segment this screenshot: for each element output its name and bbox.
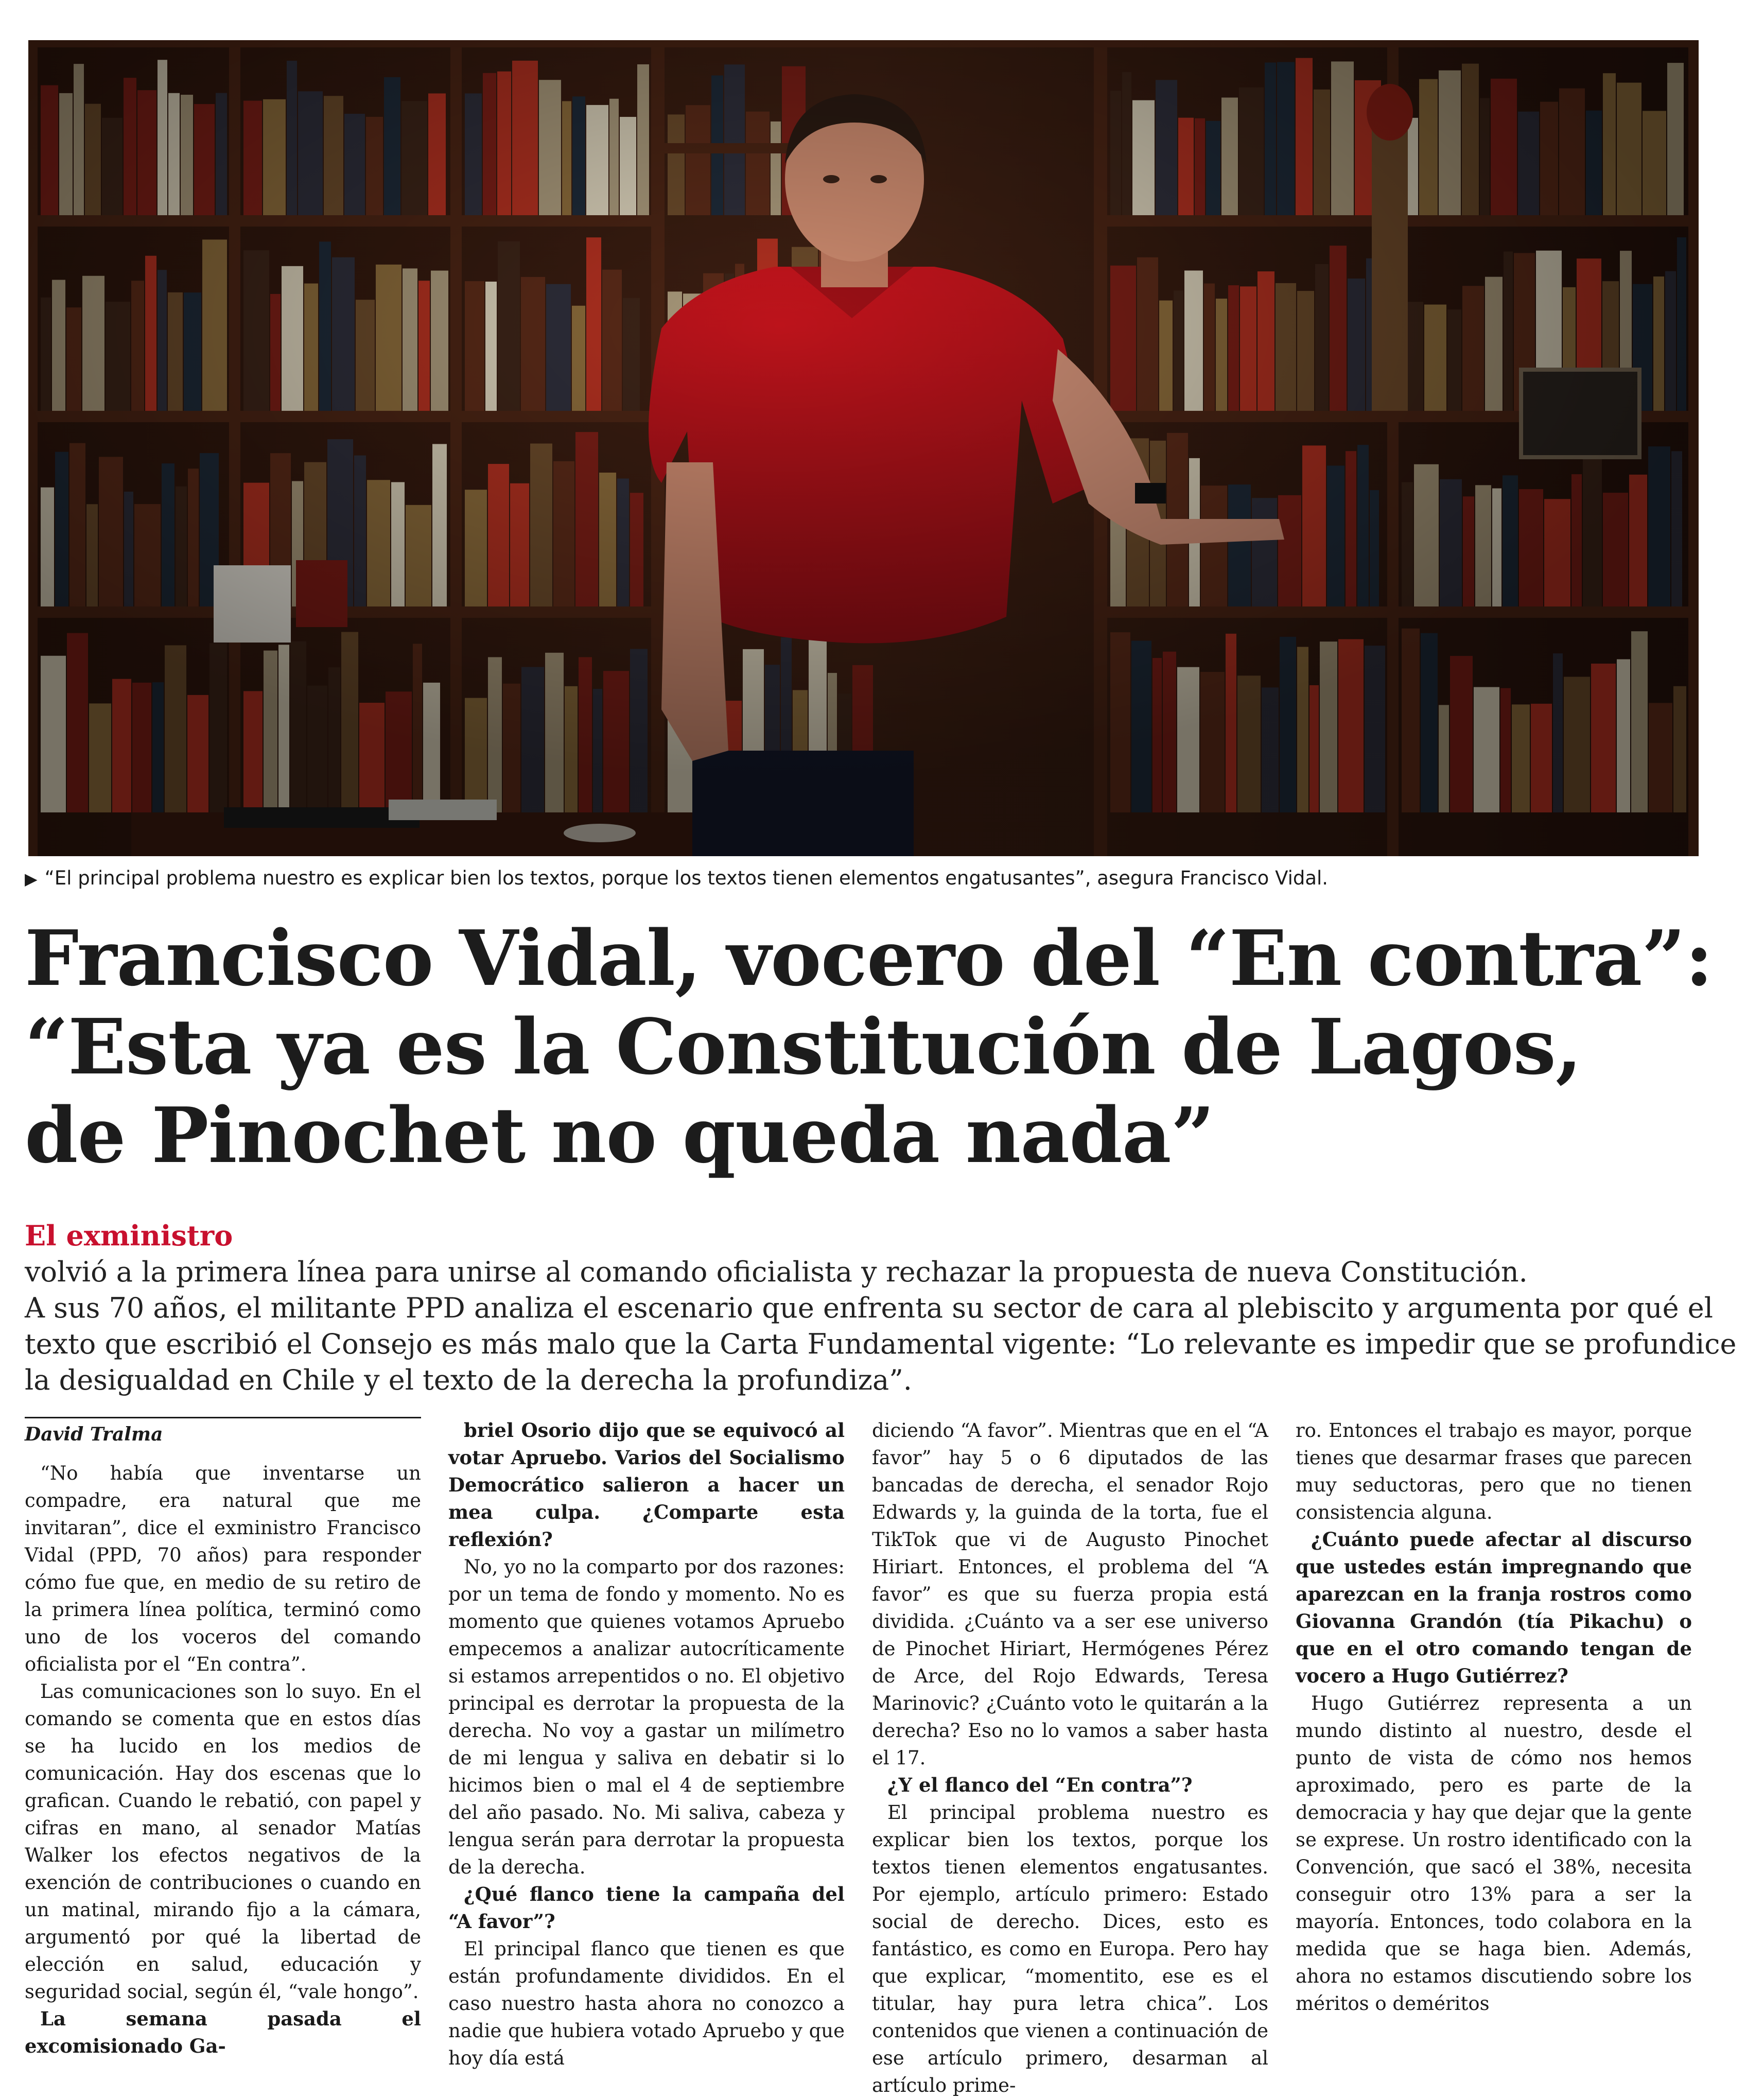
column-2 [448,1417,845,2069]
paragraph: No, yo no la comparto por dos razones: por un tema de fondo y momento. No es momento que quienes votamos Apruebo empecemos a analizar autocríticamente si estamos arrepentidos o no. El objetivo principal es derrotar la propuesta de la derecha. No voy a gastar un milímetro de mi lengua y saliva en debatir si lo hicimos bien o mal el 4 de septiembre del año pasado. No. Mi saliva, cabeza y lengua serán para derrotar la propuesta de la derecha. [448,1556,845,1878]
byline: David Tralma [25,1417,421,1447]
column-4 [1296,1417,1692,2050]
photo-caption [25,866,1723,891]
question-paragraph: ¿Cuánto puede afectar al discurso que ustedes están impregnando que aparezcan en la franja rostros como Giovanna Grandón (tía Pikachu) o que en el otro comando tengan de vocero a Hugo Gutiérrez? [1296,1528,1692,1687]
headline-line-1: Francisco Vidal, vocero del “En contra”: [25,913,1713,1003]
question-paragraph: La semana pasada el excomisionado Ga- [25,2007,421,2057]
paragraph: diciendo “A favor”. Mientras que en el “A favor” hay 5 o 6 diputados de las bancadas de derecha, el senador Rojo Edwards y, la guinda de la torta, fue el TikTok que vi de Augusto Pinochet Hiriart. Entonces, el problema del “A favor” es que su fuerza propia está dividida. ¿Cuánto va a ser ese universo de Pinochet Hiriart, Hermógenes Pérez de Arce, del Rojo Edwards, Teresa Marinovic? ¿Cuánto voto le quitarán a la derecha? Eso no lo vamos a saber hasta el 17. [872,1419,1268,1769]
lead-line-4: la desigualdad en Chile y el texto de la derecha la profundiza”. [25,1364,912,1396]
headline-line-3: de Pinochet no queda nada” [25,1090,1214,1180]
paragraph: El principal problema nuestro es explicar bien los textos, porque los textos tienen elementos engatusantes. Por ejemplo, artículo primero: Estado social de derecho. Dices, esto es fantástico, es como en Europa. Pero hay que explicar, “momentito, ese es el titular, hay pura letra chica”. Los contenidos que vienen a continuación de ese artículo primero, desarman al artículo prime- [872,1801,1268,2096]
lead-kicker: El exministro [25,1219,233,1252]
lead-line-3: texto que escribió el Consejo es más malo que la Carta Fundamental vigente: “Lo relevante es impedir que se profundice [25,1328,1737,1360]
article-body [25,1417,1704,2096]
lead-paragraph [25,1218,1737,1398]
article-photo [28,40,1699,856]
paragraph: Las comunicaciones son lo suyo. En el comando se comenta que en estos días se ha lucido en los medios de comunicación. Hay dos escenas que lo grafican. Cuando le rebatió, con papel y cifras en mano, al senador Matías Walker los efectos negativos de la exención de contribuciones o cuando en un matinal, mirando fijo a la cámara, argumentó por qué la libertad de elección en salud, educación y seguridad social, según él, “vale hongo”. [25,1680,421,2003]
question-paragraph: ¿Qué flanco tiene la campaña del “A favor”? [448,1883,845,1933]
paragraph: Hugo Gutiérrez representa a un mundo distinto al nuestro, desde el punto de vista de cómo nos hemos aproximado, pero es parte de la democracia y hay que dejar que la gente se exprese. Un rostro identificado con la Convención, que sacó el 38%, necesita conseguir otro 13% para a ser la mayoría. Entonces, todo colabora en la medida que se haga bien. Además, ahora no estamos discutiendo sobre los méritos o deméritos [1296,1692,1692,2015]
caption-marker-icon: ▶ [25,869,38,889]
lead-line-1 [25,1218,1723,1290]
lead-line-2: A sus 70 años, el militante PPD analiza el escenario que enfrenta su sector de cara al plebiscito y argumenta por qué el [25,1292,1713,1324]
portrait-photo-icon [28,40,1699,856]
caption-text: “El principal problema nuestro es explicar bien los textos, porque los textos tienen elementos engatusantes”, asegura Francisco Vidal. [44,867,1329,889]
headline-line-2: “Esta ya es la Constitución de Lagos, [25,1002,1582,1091]
question-paragraph: briel Osorio dijo que se equivocó al votar Apruebo. Varios del Socialismo Democrático salieron a hacer un mea culpa. ¿Comparte esta reflexión? [448,1419,845,1551]
column-3 [872,1417,1268,2096]
paragraph: “No había que inventarse un compadre, era natural que me invitaran”, dice el exministro Francisco Vidal (PPD, 70 años) para responder cómo fue que, en medio de su retiro de la primera línea política, terminó como uno de los voceros del comando oficialista por el “En contra”. [25,1462,421,1675]
lead-line-1-rest: volvió a la primera línea para unirse al comando oficialista y rechazar la propuesta de nueva Constitución. [25,1256,1528,1288]
column-1 [25,1417,421,2057]
headline [25,914,1723,1179]
paragraph: ro. Entonces el trabajo es mayor, porque tienes que desarmar frases que parecen muy seductoras, pero que no tienen consistencia alguna. [1296,1419,1692,1523]
paragraph: El principal flanco que tienen es que están profundamente divididos. En el caso nuestro hasta ahora no conozco a nadie que hubiera votado Apruebo y que hoy día está [448,1938,845,2069]
question-paragraph: ¿Y el flanco del “En contra”? [887,1774,1193,1796]
